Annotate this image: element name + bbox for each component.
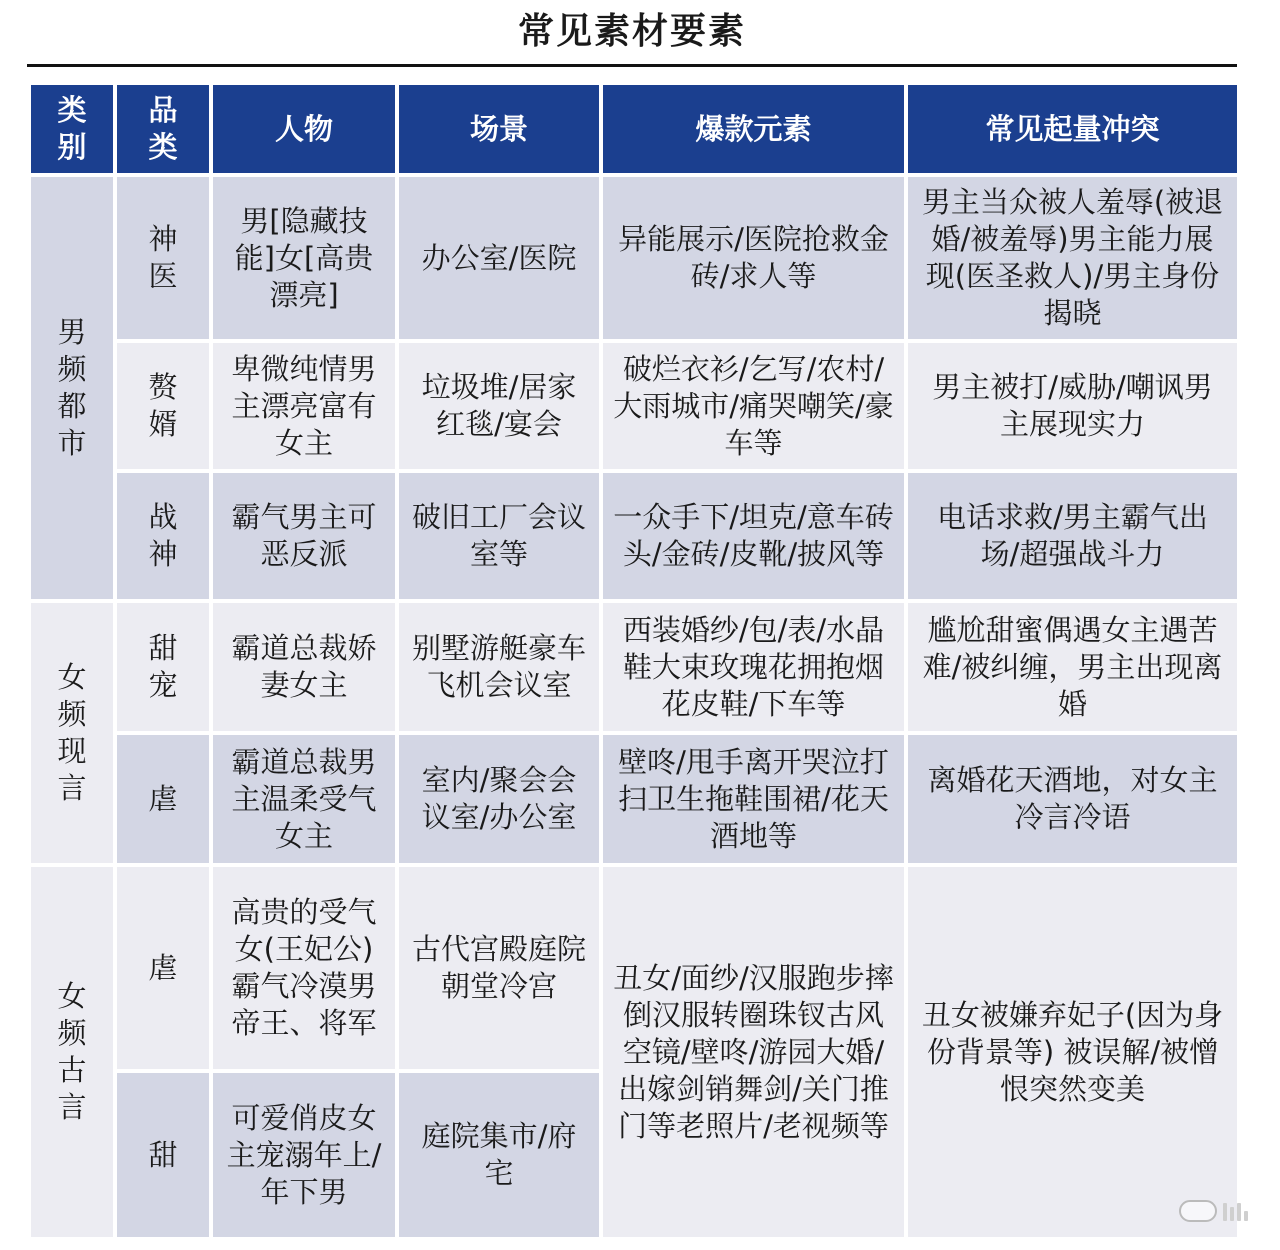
scene-cell: 古代宫殿庭院朝堂冷宫: [397, 865, 601, 1071]
category-cell: 女频古言: [29, 865, 115, 1239]
type-cell: 虐: [115, 865, 211, 1071]
header-scene: 场景: [397, 83, 601, 175]
header-characters: 人物: [211, 83, 397, 175]
watermark: [1088, 1200, 1248, 1222]
table-row: [29, 865, 1239, 1071]
scene-cell: 办公室/医院: [397, 175, 601, 341]
conflict-cell: 男主被打/威胁/嘲讽男主展现实力: [906, 341, 1239, 471]
characters-cell: 霸道总裁娇妻女主: [211, 601, 397, 733]
characters-cell: 男[隐藏技能]女[高贵漂亮]: [211, 175, 397, 341]
conflict-cell: 丑女被嫌弃妃子(因为身份背景等) 被误解/被憎恨突然变美: [906, 865, 1239, 1239]
page-title: 常见素材要素: [517, 11, 746, 52]
conflict-cell: 尴尬甜蜜偶遇女主遇苦难/被纠缠，男主出现离婚: [906, 601, 1239, 733]
conflict-cell: 电话求救/男主霸气出场/超强战斗力: [906, 471, 1239, 601]
title-rule: [27, 64, 1237, 67]
type-cell: 神医: [115, 175, 211, 341]
header-category: 类别: [29, 83, 115, 175]
table-row: [29, 733, 1239, 865]
header-conflict: 常见起量冲突: [906, 83, 1239, 175]
scene-cell: 别墅游艇豪车飞机会议室: [397, 601, 601, 733]
elements-cell: 异能展示/医院抢救金砖/求人等: [601, 175, 906, 341]
header-elements: 爆款元素: [601, 83, 906, 175]
characters-cell: 可爱俏皮女主宠溺年上/年下男: [211, 1071, 397, 1239]
watermark-bars-icon: [1223, 1201, 1248, 1221]
table-row: [29, 471, 1239, 601]
scene-cell: 破旧工厂会议室等: [397, 471, 601, 601]
elements-cell: 丑女/面纱/汉服跑步摔倒汉服转圈珠钗古风空镜/壁咚/游园大婚/出嫁剑销舞剑/关门推门等老照片/老视频等: [601, 865, 906, 1239]
type-cell: 甜: [115, 1071, 211, 1239]
conflict-cell: 离婚花天酒地，对女主冷言冷语: [906, 733, 1239, 865]
category-cell: 男频都市: [29, 175, 115, 601]
table-row: [29, 601, 1239, 733]
watermark-logo-icon: [1179, 1200, 1217, 1222]
characters-cell: 卑微纯情男主漂亮富有女主: [211, 341, 397, 471]
materials-table: [27, 81, 1241, 1241]
characters-cell: 霸道总裁男主温柔受气女主: [211, 733, 397, 865]
header-type: 品类: [115, 83, 211, 175]
header-row: [29, 83, 1239, 175]
type-cell: 战神: [115, 471, 211, 601]
category-cell: 女频现言: [29, 601, 115, 865]
table-row: [29, 175, 1239, 341]
conflict-cell: 男主当众被人羞辱(被退婚/被羞辱)男主能力展现(医圣救人)/男主身份揭晓: [906, 175, 1239, 341]
elements-cell: 壁咚/甩手离开哭泣打扫卫生拖鞋围裙/花天酒地等: [601, 733, 906, 865]
elements-cell: 一众手下/坦克/意车砖头/金砖/皮靴/披风等: [601, 471, 906, 601]
type-cell: 虐: [115, 733, 211, 865]
characters-cell: 高贵的受气女(王妃公)霸气冷漠男帝王、将军: [211, 865, 397, 1071]
type-cell: 赘婿: [115, 341, 211, 471]
elements-cell: 西装婚纱/包/表/水晶鞋大束玫瑰花拥抱烟花皮鞋/下车等: [601, 601, 906, 733]
characters-cell: 霸气男主可恶反派: [211, 471, 397, 601]
scene-cell: 庭院集市/府宅: [397, 1071, 601, 1239]
type-cell: 甜宠: [115, 601, 211, 733]
table-row: [29, 341, 1239, 471]
scene-cell: 垃圾堆/居家红毯/宴会: [397, 341, 601, 471]
elements-cell: 破烂衣衫/乞写/农村/大雨城市/痛哭嘲笑/豪车等: [601, 341, 906, 471]
scene-cell: 室内/聚会会议室/办公室: [397, 733, 601, 865]
